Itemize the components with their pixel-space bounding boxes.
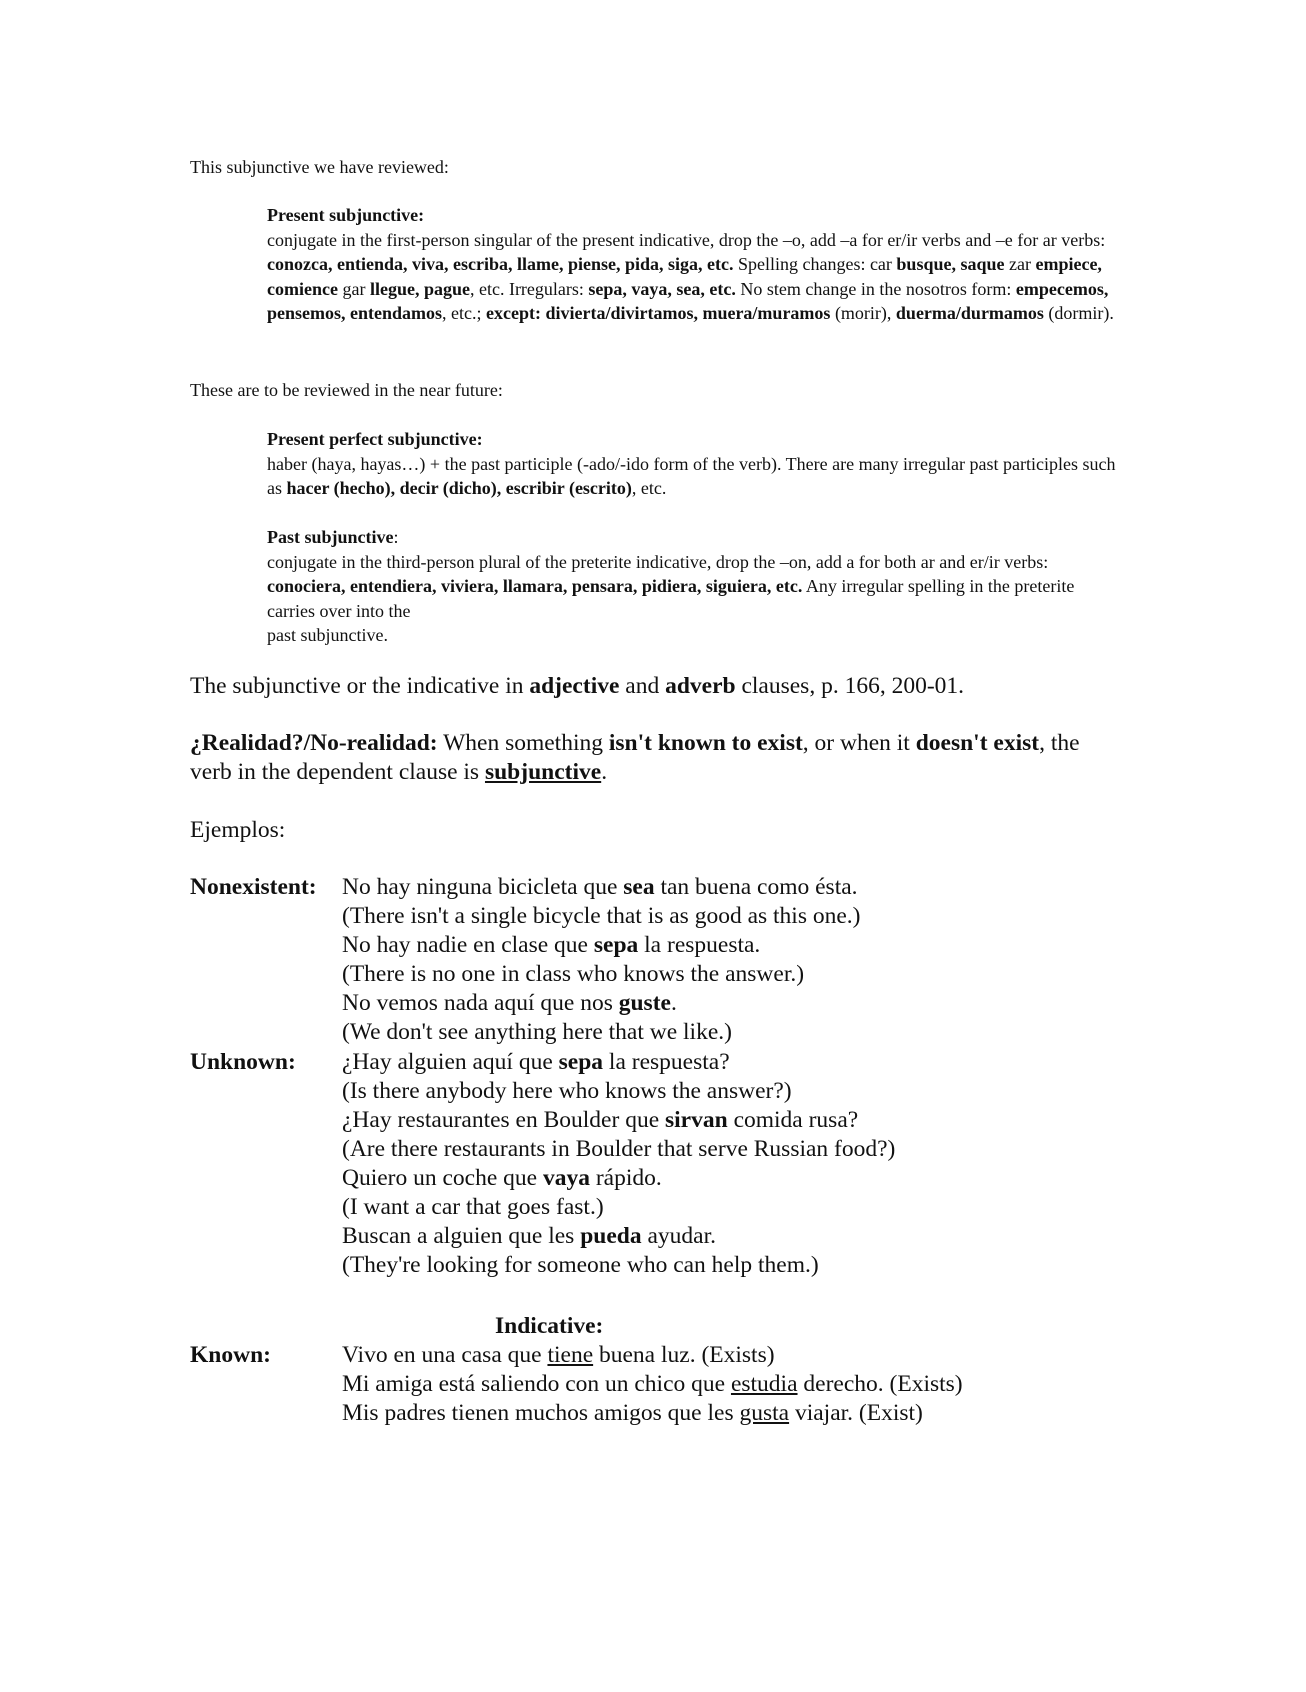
past-subjunctive-body: [267, 550, 1117, 648]
empty-label: [190, 1399, 342, 1428]
example-translation: (I want a car that goes fast.): [342, 1194, 604, 1221]
empty-label: [190, 1164, 342, 1193]
text: buena luz. (Exists): [593, 1342, 775, 1368]
example-row: [190, 1341, 1190, 1370]
text: Spelling changes: car: [733, 254, 897, 275]
example-row: [190, 873, 1190, 902]
present-subjunctive-heading: Present subjunctive:: [267, 205, 425, 225]
bold-text: conociera, entendiera, viviera, llamara, pensara, pidiera, siguiera, etc.: [267, 576, 803, 597]
example-text: [342, 1048, 730, 1077]
text: la respuesta.: [638, 932, 761, 959]
text: No hay nadie en clase que: [342, 932, 594, 959]
empty-label: [190, 960, 342, 989]
bold-text: adjective: [529, 673, 620, 699]
text: :: [393, 527, 399, 547]
present-perfect-section: [267, 427, 1117, 501]
example-row: [190, 1222, 1190, 1251]
intro-reviewed: This subjunctive we have reviewed:: [190, 157, 449, 177]
example-row: [190, 1048, 1190, 1077]
example-row: [190, 1399, 1190, 1428]
example-text: [342, 989, 677, 1018]
text: No hay ninguna bicicleta que: [342, 874, 624, 900]
bold-text: llegue, pague: [369, 278, 470, 299]
empty-label: [190, 1193, 342, 1222]
past-subjunctive-heading-line: [267, 525, 1117, 550]
known-label: Known:: [190, 1342, 271, 1368]
bold-text: duerma/durmamos: [895, 303, 1044, 324]
bold-text: conozca, entienda, viva, escriba, llame, piense, pida, siga, etc.: [267, 254, 734, 275]
text: derecho. (Exists): [797, 1371, 963, 1398]
bold-text: vaya: [542, 1164, 590, 1191]
bold-text: sirvan: [665, 1106, 728, 1133]
text: rápido.: [589, 1164, 662, 1191]
text: Mis padres tienen muchos amigos que les: [342, 1400, 740, 1427]
empty-label: [190, 1222, 342, 1251]
example-row: [190, 1135, 1190, 1164]
text: , etc. Irregulars:: [469, 278, 589, 299]
example-text: [342, 1222, 716, 1251]
example-translation: (Is there anybody here who knows the answer?): [342, 1077, 792, 1104]
present-subjunctive-body: [267, 228, 1117, 326]
example-text: [342, 1341, 775, 1370]
bold-text: sea: [623, 874, 655, 900]
example-translation: (Are there restaurants in Boulder that serve Russian food?): [342, 1135, 896, 1162]
text: When something: [437, 730, 609, 756]
bold-underlined-text: subjunctive: [484, 759, 602, 785]
text: comida rusa?: [727, 1106, 859, 1133]
example-row: [190, 931, 1190, 960]
text: la respuesta?: [603, 1048, 730, 1075]
empty-label: [190, 1077, 342, 1106]
text: gar: [337, 278, 370, 299]
text: past subjunctive.: [267, 625, 388, 646]
bold-text: doesn't exist: [915, 730, 1040, 756]
bold-text: busque, saque: [896, 254, 1005, 275]
empty-label: [190, 1018, 342, 1047]
text: haber (haya, hayas…) + the past participle (-ado/-ido form of the verb). There are many irregular past participles such as: [267, 453, 1116, 499]
bold-text: adverb: [665, 673, 736, 699]
example-row: [190, 960, 1190, 989]
example-translation: (They're looking for someone who can help them.): [342, 1252, 819, 1279]
text: The subjunctive or the indicative in: [190, 673, 530, 699]
example-text: [342, 873, 858, 902]
text: No stem change in the nosotros form:: [735, 278, 1016, 299]
example-row: [190, 1193, 1190, 1222]
bold-text: except: divierta/divirtamos, muera/muramos: [486, 303, 831, 324]
present-perfect-heading: Present perfect subjunctive:: [267, 429, 483, 449]
text: ¿Hay restaurantes en Boulder que: [342, 1106, 665, 1133]
text: Any irregular spelling in the preterite carries over into the: [267, 576, 1075, 621]
examples-block: [190, 873, 1190, 1280]
text: ¿Hay alguien aquí que: [342, 1048, 559, 1075]
example-text: [342, 1164, 662, 1193]
empty-label: [190, 1106, 342, 1135]
text: Quiero un coche que: [342, 1164, 543, 1191]
text: Buscan a alguien que les: [342, 1223, 581, 1250]
bold-text: guste: [618, 990, 671, 1017]
indicative-heading: Indicative:: [495, 1313, 604, 1339]
example-translation: (We don't see anything here that we like.): [342, 1019, 732, 1046]
text: .: [601, 759, 608, 785]
bold-text: empiece, comience: [267, 254, 1102, 299]
text: zar: [1004, 254, 1036, 275]
bold-text: sepa, vaya, sea, etc.: [588, 278, 736, 299]
bold-text: sepa: [558, 1048, 604, 1075]
text: , or when it: [802, 730, 916, 756]
text: (morir),: [830, 303, 896, 324]
text: , etc.: [631, 478, 667, 499]
empty-label: [190, 1251, 342, 1280]
example-row: [190, 902, 1190, 931]
present-subjunctive-section: [267, 203, 1117, 326]
text: Mi amiga está saliendo con un chico que: [342, 1371, 731, 1398]
intro-future: These are to be reviewed in the near future:: [190, 380, 503, 400]
example-row: [190, 1106, 1190, 1135]
bold-text: empecemos, pensemos, entendamos: [267, 278, 1109, 324]
bold-text: sepa: [593, 932, 639, 959]
example-row: [190, 1164, 1190, 1193]
bold-text: isn't known to exist: [608, 730, 803, 756]
text: (dormir).: [1043, 303, 1114, 324]
example-row: [190, 1077, 1190, 1106]
realidad-paragraph: [190, 729, 1120, 787]
example-text: [342, 931, 760, 960]
text: , etc.;: [442, 303, 486, 324]
empty-label: [190, 902, 342, 931]
underlined-text: estudia: [730, 1371, 798, 1398]
example-translation: (There is no one in class who knows the answer.): [342, 961, 805, 988]
example-text: [342, 1399, 923, 1428]
text: viajar. (Exist): [789, 1400, 923, 1427]
underlined-text: tiene: [547, 1342, 594, 1368]
present-perfect-body: [267, 452, 1117, 501]
text: tan buena como ésta.: [654, 874, 858, 900]
example-row: [190, 1018, 1190, 1047]
past-subjunctive-heading: Past subjunctive: [267, 527, 394, 547]
text: clauses, p. 166, 200-01.: [735, 673, 965, 699]
text: , the verb in the dependent clause is: [190, 730, 1080, 785]
empty-label: [190, 989, 342, 1018]
text: No vemos nada aquí que nos: [342, 990, 619, 1017]
ejemplos-label: Ejemplos:: [190, 817, 286, 843]
example-text: [342, 1106, 858, 1135]
empty-label: [190, 1135, 342, 1164]
empty-label: [190, 1370, 342, 1399]
empty-label: [190, 931, 342, 960]
example-translation: (There isn't a single bicycle that is as good as this one.): [342, 903, 861, 930]
example-row: [190, 1370, 1190, 1399]
text: and: [619, 673, 666, 699]
bold-text: ¿Realidad?/No-realidad:: [190, 730, 438, 756]
underlined-text: gusta: [739, 1400, 790, 1427]
past-subjunctive-section: [267, 525, 1117, 648]
example-text: [342, 1370, 963, 1399]
text: conjugate in the third-person plural of the preterite indicative, drop the –on, add a for both ar and er/ir verbs:: [267, 551, 1049, 572]
text: conjugate in the first-person singular of the present indicative, drop the –o, add –a for er/ir verbs and –e for ar verbs:: [267, 229, 1106, 250]
example-row: [190, 989, 1190, 1018]
bold-text: hacer (hecho), decir (dicho), escribir (escrito): [286, 478, 632, 499]
text: .: [670, 990, 677, 1017]
known-examples-block: [190, 1341, 1190, 1428]
bold-text: pueda: [580, 1223, 642, 1250]
text: ayudar.: [641, 1223, 716, 1250]
clauses-paragraph: [190, 672, 1120, 701]
text: Vivo en una casa que: [342, 1342, 548, 1368]
example-row: [190, 1251, 1190, 1280]
unknown-label: Unknown:: [190, 1048, 296, 1075]
nonexistent-label: Nonexistent:: [190, 874, 317, 900]
